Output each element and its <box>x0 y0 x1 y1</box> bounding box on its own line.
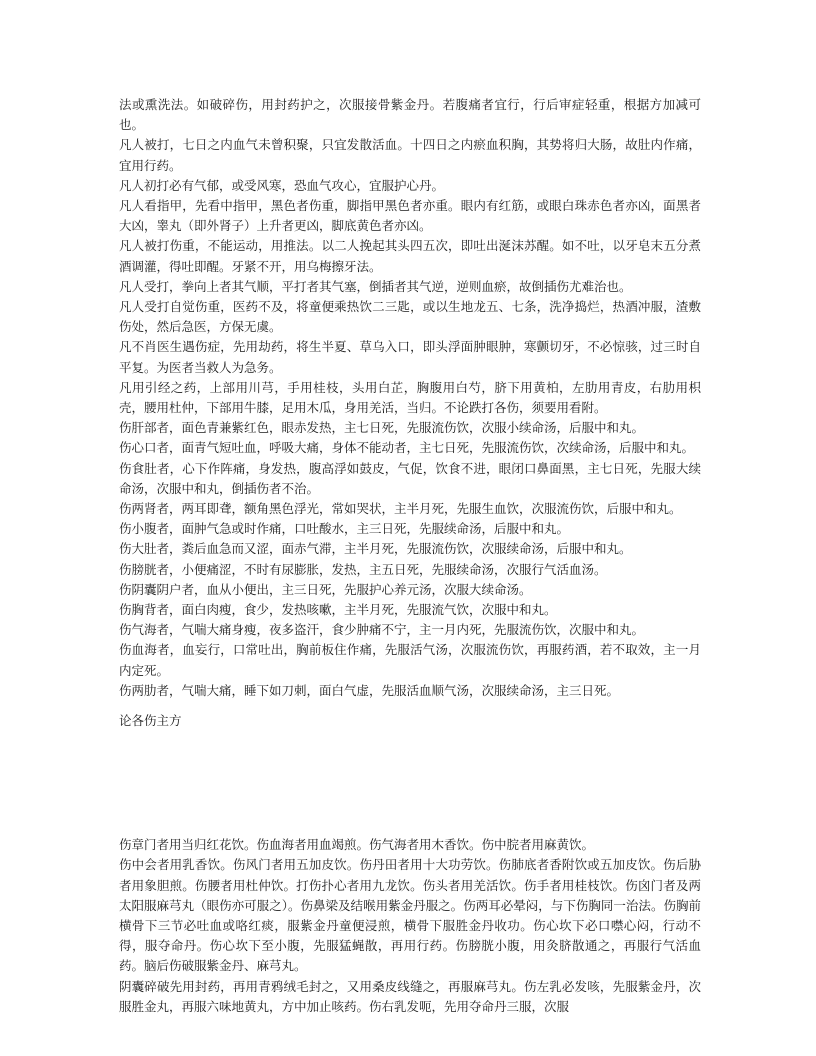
paragraph: 凡人初打必有气郁，或受风寒，恐血气攻心，宜服护心丹。 <box>119 177 445 193</box>
paragraph: 伤胸背者，面白肉瘦，食少，发热咳嗽，主半月死，先服流气饮，次服中和丸。 <box>119 602 557 618</box>
paragraph: 法或熏洗法。如破碎伤，用封药护之，次服接骨紫金丹。若腹痛者宜行，行后审症轻重，根据方加减可也。 <box>119 97 701 133</box>
injury-diagnosis-section <box>119 95 701 701</box>
paragraph: 伤心口者，面青气短吐血，呼吸大痛，身体不能动者，主七日死，先服流伤饮，次续命汤，后服中和丸。 <box>119 440 695 456</box>
paragraph: 凡人被打，七日之内血气未曾积聚，只宜发散活血。十四日之内瘀血积胸，其势将归大肠，故肚内作痛，宜用行药。 <box>119 137 701 173</box>
blank-gap <box>119 731 701 835</box>
paragraph: 伤食肚者，心下作阵痛，身发热，腹高浮如鼓皮，气促，饮食不进，眼闭口鼻面黑，主七日死，先服大续命汤，次服中和丸，倒插伤者不治。 <box>119 460 701 496</box>
paragraph: 凡人受打自觉伤重，医药不及，将童便乘热饮二三匙，或以生地龙五、七条，洗净捣烂，热酒冲服，渣敷伤处，然后急医，方保无虞。 <box>119 299 701 335</box>
paragraph: 伤两肾者，两耳即聋，额角黑色浮光，常如哭状，主半月死，先服生血饮，次服流伤饮，后服中和丸。 <box>119 501 682 517</box>
paragraph: 伤小腹者，面肿气急或时作痛，口吐酸水，主三日死，先服续命汤，后服中和丸。 <box>119 521 570 537</box>
paragraph: 凡不肖医生遇伤症，先用劫药，将生半夏、草乌入口，即头浮面肿眼肿，寒颤切牙，不必惊骇，过三时自平复。为医者当救人为急务。 <box>119 339 701 375</box>
paragraph: 伤大肚者，粪后血急而又涩，面赤气滞，主半月死，先服流伤饮，次服续命汤，后服中和丸。 <box>119 541 632 557</box>
paragraph: 阴囊碎破先用封药，再用青鸦绒毛封之，又用桑皮线缝之，再服麻芎丸。伤左乳必发咳，先服紫金丹，次服胜金丸，再服六味地黄丸，方中加止咳药。伤右乳发呃，先用夺命丹三服，次服 <box>119 978 701 1014</box>
paragraph: 凡用引经之药，上部用川芎，手用桂枝，头用白芷，胸腹用白芍，脐下用黄柏，左肋用青皮，右肋用枳壳，腰用杜仲，下部用牛膝，足用木瓜，身用羌活，当归。不论跌打各伤，须要用看附。 <box>119 379 701 416</box>
paragraph: 伤肝部者，面色青兼紫红色，眼赤发热，主七日死，先服流伤饮，次服小续命汤，后服中和丸。 <box>119 420 645 436</box>
paragraph: 伤两肋者，气喘大痛，睡下如刀刺，面白气虚，先服活血顺气汤，次服续命汤，主三日死。 <box>119 682 620 698</box>
section-title: 论各伤主方 <box>119 713 182 729</box>
paragraph: 伤膀胱者，小便痛涩，不时有尿膨胀，发热，主五日死，先服续命汤，次服行气活血汤。 <box>119 561 607 577</box>
paragraph: 凡人受打，拳向上者其气顺，平打者其气塞，倒插者其气逆，逆则血瘀，故倒插伤尤难治也。 <box>119 278 632 294</box>
paragraph: 伤气海者，气喘大痛身瘦，夜多盗汗，食少肿痛不宁，主一月内死，先服流伤饮，次服中和丸。 <box>119 622 645 638</box>
prescriptions-section <box>119 835 701 1017</box>
paragraph: 伤血海者，血妄行，口常吐出，胸前板住作痛，先服活气汤，次服流伤饮，再服药酒，若不取效，主一月内定死。 <box>119 642 701 678</box>
paragraph: 伤中会者用乳香饮。伤风门者用五加皮饮。伤丹田者用十大功劳饮。伤肺底者香附饮或五加皮饮。伤后胁者用象胆煎。伤腰者用杜仲饮。打伤扑心者用九龙饮。伤头者用羌活饮。伤手者用桂枝饮。伤囟门者及两太阳服麻芎丸（眼伤亦可服之）。伤鼻梁及结喉用紫金丹服之。伤两耳必晕闷，与下伤胸同一治法。伤胸前横骨下三节必吐血或咯红痰，服紫金丹童便浸煎，横骨下服胜金丹收功。伤心坎下必口噤心闷，行动不得，服夺命丹。伤心坎下至小腹，先服猛蝇散，再用行药。伤膀胱小腹，用灸脐散通之，再服行气活血药。脑后伤破服紫金丹、麻芎丸。 <box>119 857 701 974</box>
paragraph: 凡人看指甲，先看中指甲，黑色者伤重，脚指甲黑色者亦重。眼内有红筋，或眼白珠赤色者亦凶，面黑者大凶，睾丸（即外肾子）上升者更凶，脚底黄色者亦凶。 <box>119 198 701 234</box>
paragraph: 伤阴囊阴户者，血从小便出，主三日死，先服护心养元汤，次服大续命汤。 <box>119 581 532 597</box>
paragraph: 凡人被打伤重，不能运动，用推法。以二人挽起其头四五次，即吐出涎沫苏醒。如不吐，以牙皂末五分煮酒调灌，得吐即醒。牙紧不开，用乌梅擦牙法。 <box>119 238 701 274</box>
paragraph: 伤章门者用当归红花饮。伤血海者用血竭煎。伤气海者用木香饮。伤中脘者用麻黄饮。 <box>119 837 595 853</box>
document-page <box>119 95 701 1017</box>
